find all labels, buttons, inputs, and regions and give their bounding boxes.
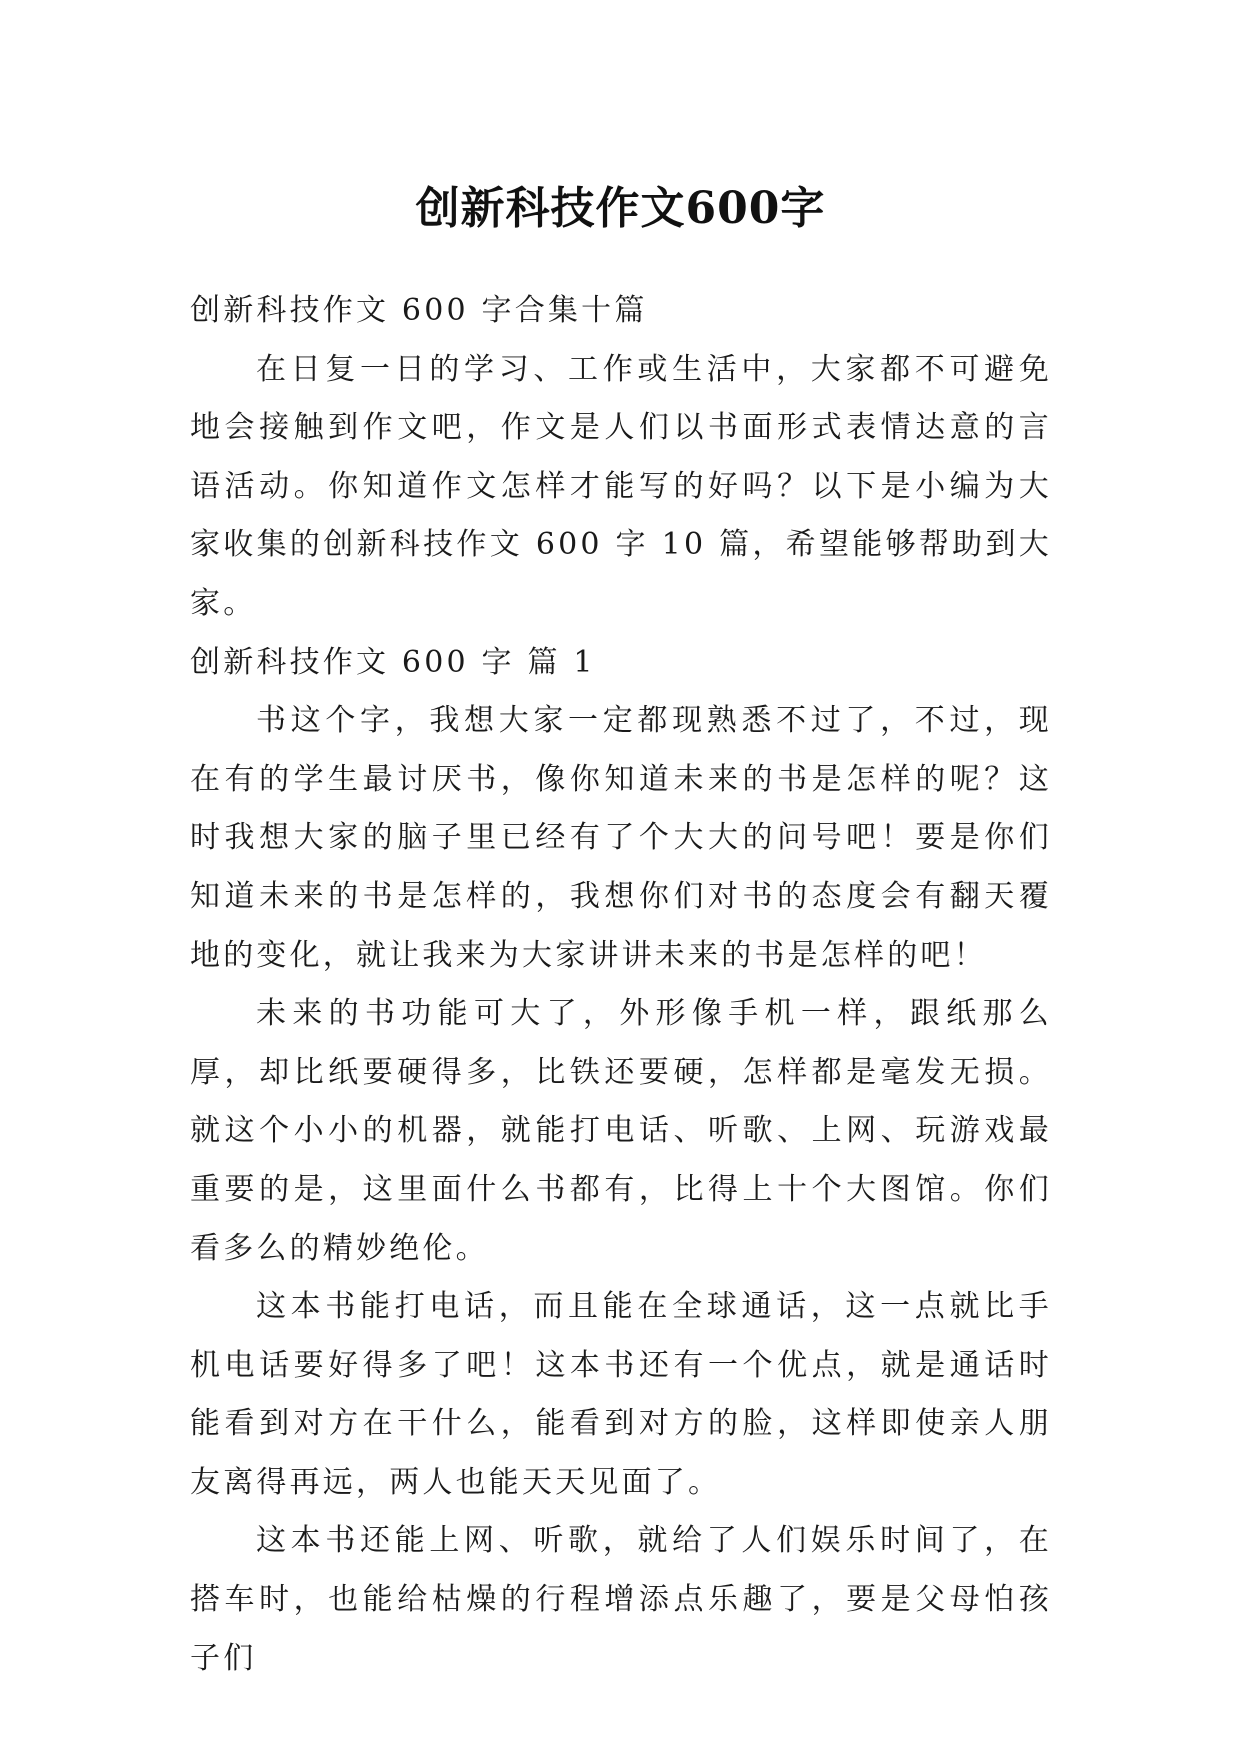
body-paragraph: 这本书还能上网、听歌，就给了人们娱乐时间了，在搭车时，也能给枯燥的行程增添点乐趣了，要是父母怕孩子们 [190, 1523, 1052, 1676]
body-paragraph: 书这个字，我想大家一定都现熟悉不过了，不过，现在有的学生最讨厌书，像你知道未来的书是怎样的呢？这时我想大家的脑子里已经有了个大大的问号吧！要是你们知道未来的书是怎样的，我想你们对书的态度会有翻天覆地的变化，就让我来为大家讲讲未来的书是怎样的吧！ [190, 703, 1052, 973]
intro-paragraph: 在日复一日的学习、工作或生活中，大家都不可避免地会接触到作文吧，作文是人们以书面形式表情达意的言语活动。你知道作文怎样才能写的好吗？以下是小编为大家收集的创新科技作文 600 字 10 篇，希望能够帮助到大家。 [190, 351, 1052, 621]
document-body [190, 282, 1052, 1688]
document-title: 创新科技作文600字 [415, 183, 826, 235]
section-heading: 创新科技作文 600 字 篇 1 [190, 644, 596, 680]
body-paragraph: 未来的书功能可大了，外形像手机一样，跟纸那么厚，却比纸要硬得多，比铁还要硬，怎样都是毫发无损。就这个小小的机器，就能打电话、听歌、上网、玩游戏最重要的是，这里面什么书都有，比得上十个大图馆。你们看多么的精妙绝伦。 [190, 996, 1052, 1266]
body-paragraph: 这本书能打电话，而且能在全球通话，这一点就比手机电话要好得多了吧！这本书还有一个优点，就是通话时能看到对方在干什么，能看到对方的脸，这样即使亲人朋友离得再远，两人也能天天见面了。 [190, 1289, 1052, 1500]
collection-subtitle: 创新科技作文 600 字合集十篇 [190, 293, 648, 328]
